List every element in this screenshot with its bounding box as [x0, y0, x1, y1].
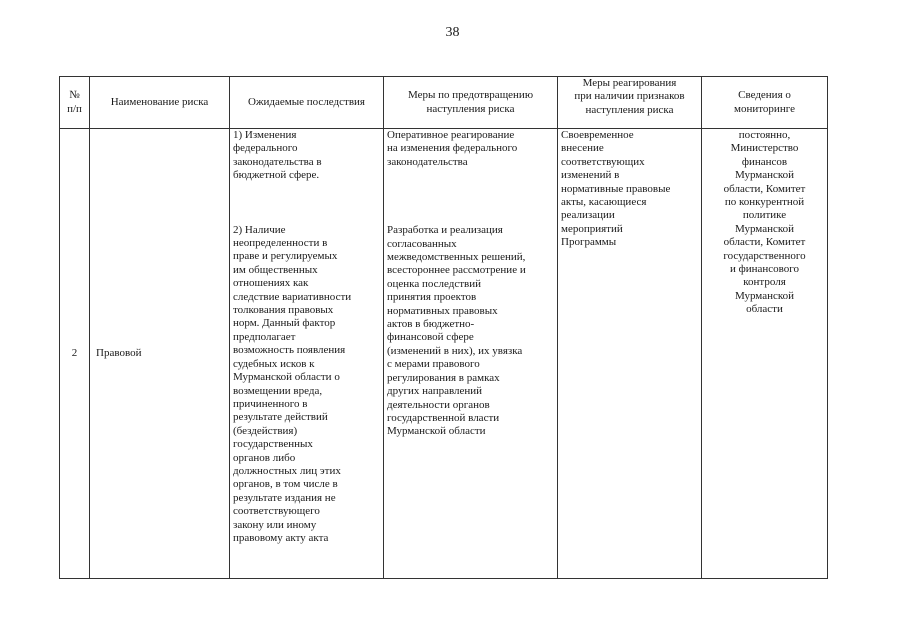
consequence-item-2: 2) Наличие неопределенности в праве и регулируемых им общественных отношениях как следствие вариативности толкования правовых норм. Данный фактор предполагает возможность появления судебных исков к Мурманской области о возмещении вреда, причиненного в результате действий (бездействия) государственных органов либо должностных лиц этих органов, в том числе в результате издания не соответствующего закону или иному правовому акту акта	[233, 223, 352, 544]
header-monitoring: Сведения о мониторинге	[702, 77, 828, 129]
header-prevention-measures: Меры по предотвращению наступления риска	[384, 77, 558, 129]
header-risk-name: Наименование риска	[90, 77, 230, 129]
header-reaction-measures: Меры реагирования при наличии признаков наступления риска	[558, 77, 702, 129]
reaction-cell: Своевременное внесение соответствующих изменений в нормативные правовые акты, касающиеся реализации мероприятий Программы	[558, 129, 702, 579]
prevention-cell	[384, 129, 558, 579]
risk-name: Правовой	[90, 129, 230, 579]
header-consequences: Ожидаемые последствия	[230, 77, 384, 129]
prevention-item-2: Разработка и реализация согласованных межведомственных решений, всестороннее рассмотрение и оценка последствий принятия проектов нормативных правовых актов в бюджетно- финансовой сфере (изменений в них), их увязка с мерами правового регулирования в рамках других направлений деятельности органов государственной власти Мурманской области	[387, 224, 526, 438]
consequences-cell	[230, 129, 384, 579]
table-row	[60, 129, 828, 579]
table-header-row	[60, 77, 828, 129]
row-number: 2	[60, 129, 90, 579]
monitoring-cell: постоянно, Министерство финансов Мурманской области, Комитет по конкурентной политике Мурманской области, Комитет государственного и финансового контроля Мурманской области	[702, 129, 828, 579]
consequence-item-1: 1) Изменения федерального законодательства в бюджетной сфере.	[233, 129, 322, 182]
prevention-item-1: Оперативное реагирование на изменения федерального законодательства	[387, 129, 518, 168]
page-number: 38	[445, 25, 460, 40]
header-number: № п/п	[60, 77, 90, 129]
risk-table	[59, 76, 828, 579]
